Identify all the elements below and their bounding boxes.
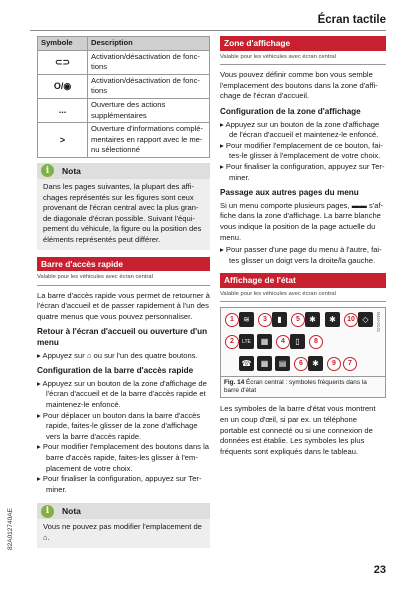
paragraph: Si un menu comporte plusieurs pages, ▬▬ s'affiche dans la zone d'affichage. La barre blanche vous indique la position de la page actuelle du menu.	[220, 200, 384, 242]
bullet-item: ▸ Pour modifier l'emplacement de ce bouton, faites-le glisser à l'emplacement de votre choix.	[220, 140, 383, 161]
section-subtitle: Valable pour les véhicules avec écran central	[220, 289, 386, 303]
callout: 9	[327, 357, 341, 371]
bullet-item: ▸ Appuyez sur un bouton de la zone d'affichage de l'écran d'accueil et de la barre d'accès rapide et maintenez-le enfoncé.	[37, 378, 207, 410]
toggle-switch-icon: ⊂⊃	[38, 50, 88, 74]
radio-toggle-icon: O/◉	[38, 74, 88, 98]
bullet-item: ▸ Appuyez sur ⌂ ou sur l'un des quatre boutons.	[37, 350, 198, 360]
bullet-text: Appuyez sur un bouton de la zone d'affichage de l'écran d'accueil et maintenez-le enfoncé.	[225, 119, 380, 140]
table-cell-description: Ouverture d'informations complémentaires en rapport avec le menu sélectionné	[88, 123, 210, 158]
subheading: Passage aux autres pages du menu	[220, 188, 359, 198]
bluetooth-icon: ✱	[305, 312, 320, 327]
figure-label: Fig. 14	[224, 379, 245, 387]
bullet-item: ▸ Pour déplacer un bouton dans la barre d'accès rapide, faites-le glisser de la zone d'affichage vers la barre d'accès rapide.	[37, 410, 201, 441]
section-subtitle: Valable pour les véhicules avec écran central	[37, 272, 210, 286]
chevron-right-icon: >	[38, 123, 88, 158]
figure-illustration	[221, 308, 385, 376]
note-header	[37, 163, 210, 179]
wifi-icon: ≋	[239, 312, 254, 327]
table-row	[38, 50, 210, 74]
callout: 3	[258, 313, 272, 327]
subheading: Retour à l'écran d'accueil ou ouverture d'un menu	[37, 327, 208, 348]
grid-icon: ▦	[257, 356, 272, 371]
section-title: Zone d'affichage	[220, 36, 386, 51]
section-subtitle: Valable pour les véhicules avec écran central	[220, 52, 386, 66]
bluetooth-alt-icon: ✱	[325, 312, 340, 327]
page-header-title: Écran tactile	[317, 14, 386, 26]
table-row	[38, 98, 210, 122]
figure	[220, 307, 386, 398]
note-title: Nota	[62, 506, 81, 517]
table-cell-description: Activation/désactivation de fonctions	[88, 74, 210, 98]
callout: 4	[276, 335, 290, 349]
paragraph: Les symboles de la barre d'état vous montrent en un coup d'œil, si par ex. un téléphone portable est connecté ou si une connexion de données est établie. Les symboles les plus fréquents sont expliqués dans le tableau.	[220, 404, 376, 456]
symbol-table	[37, 36, 210, 158]
bullet-text: Pour modifier l'emplacement des boutons dans la barre d'accès rapide, faites-les glisser à l'emplacement de votre choix.	[42, 442, 209, 473]
left-column	[37, 36, 210, 548]
bullet-text: Pour finaliser la configuration, appuyez sur Terminer.	[225, 161, 385, 182]
note-body: Dans les pages suivantes, la plupart des affichages représentés sur les figures sont ceux provenant de l'écran central avec la plus grande diagonale d'écran possible. Suivant l'équipement du véhicule, la figure ou la position des éléments représentés peut différer.	[37, 179, 210, 250]
callout: 7	[343, 357, 357, 371]
subheading: Configuration de la zone d'affichage	[220, 106, 361, 116]
bullet-item: ▸ Pour finaliser la configuration, appuyez sur Terminer.	[37, 474, 202, 494]
data-icon: ▦	[257, 334, 272, 349]
note-box	[37, 163, 210, 250]
signal-icon: ▮	[272, 312, 287, 327]
section-title: Barre d'accès rapide	[37, 257, 210, 272]
page-number: 23	[373, 564, 386, 576]
bullet-text: Pour passer d'une page du menu à l'autre, faites glisser un doigt vers la droite/la gauche.	[225, 245, 382, 265]
shield-icon: ◇	[358, 312, 373, 327]
figure-caption-text: Écran central : symboles fréquents dans la barre d'état	[224, 379, 367, 395]
document-code: 82A012740AE	[7, 508, 14, 550]
callout: 8	[309, 335, 323, 349]
note-body: Vous ne pouvez pas modifier l'emplacement de ⌂.	[37, 519, 210, 547]
right-column	[220, 36, 386, 457]
section-title: Affichage de l'état	[220, 273, 386, 288]
table-header-symbol: Symbole	[38, 37, 88, 51]
bullet-item: ▸ Appuyez sur un bouton de la zone d'affichage de l'écran d'accueil et maintenez-le enfoncé.	[220, 119, 380, 140]
bluetooth-icon: ✱	[308, 356, 323, 371]
more-dots-icon: ...	[38, 98, 88, 122]
info-icon: i	[41, 505, 54, 518]
figure-caption	[221, 376, 385, 397]
table-row	[38, 74, 210, 98]
table-cell-description: Ouverture des actions supplémentaires	[88, 98, 210, 122]
figure-code: B4N-0141	[376, 312, 381, 333]
calendar-icon: ▤	[275, 356, 290, 371]
table-cell-description: Activation/désactivation de fonctions	[88, 50, 210, 74]
paragraph: La barre d'accès rapide vous permet de retourner à l'écran d'accueil et de passer rapidement à l'un des quatre menus que vous pouvez personnaliser.	[37, 290, 210, 321]
bullet-item: ▸ Pour finaliser la configuration, appuyez sur Terminer.	[220, 161, 385, 182]
section-zone	[220, 36, 386, 266]
callout: 10	[344, 313, 358, 327]
paragraph: Vous pouvez définir comme bon vous semble l'emplacement des boutons dans la zone d'affichage de l'écran d'accueil.	[220, 70, 378, 101]
section-etat	[220, 273, 386, 457]
bullet-item: ▸ Pour passer d'une page du menu à l'autre, faites glisser un doigt vers la droite/la gauche.	[220, 245, 382, 265]
note-box	[37, 503, 210, 547]
subheading: Configuration de la barre d'accès rapide	[37, 366, 194, 376]
bullet-text: Pour finaliser la configuration, appuyez sur Terminer.	[42, 474, 202, 494]
callout: 5	[291, 313, 305, 327]
bullet-text: Appuyez sur un bouton de la zone d'affichage de l'écran d'accueil et de la barre d'accès rapide et maintenez-le enfoncé.	[42, 378, 207, 410]
note-header	[37, 503, 210, 519]
bullet-text: Pour déplacer un bouton dans la barre d'accès rapide, faites-le glisser de la zone d'affichage vers la barre d'accès rapide.	[42, 410, 201, 441]
note-title: Nota	[62, 165, 81, 176]
lte-icon: LTE	[239, 334, 254, 349]
bullet-item: ▸ Pour modifier l'emplacement des boutons dans la barre d'accès rapide, faites-les glisser à l'emplacement de votre choix.	[37, 442, 209, 473]
info-icon: i	[41, 164, 54, 177]
callout: 2	[225, 335, 239, 349]
bullet-text: Pour modifier l'emplacement de ce bouton, faites-le glisser à l'emplacement de votre choix.	[225, 140, 383, 161]
callout: 1	[225, 313, 239, 327]
battery-icon: ▯	[290, 334, 305, 349]
header-divider	[30, 30, 386, 31]
section-barre	[37, 257, 210, 496]
phone-icon: ☎	[239, 356, 254, 371]
table-row	[38, 123, 210, 158]
callout: 6	[294, 357, 308, 371]
table-header-description: Description	[88, 37, 210, 51]
bullet-text: Appuyez sur ⌂ ou sur l'un des quatre boutons.	[42, 350, 198, 360]
